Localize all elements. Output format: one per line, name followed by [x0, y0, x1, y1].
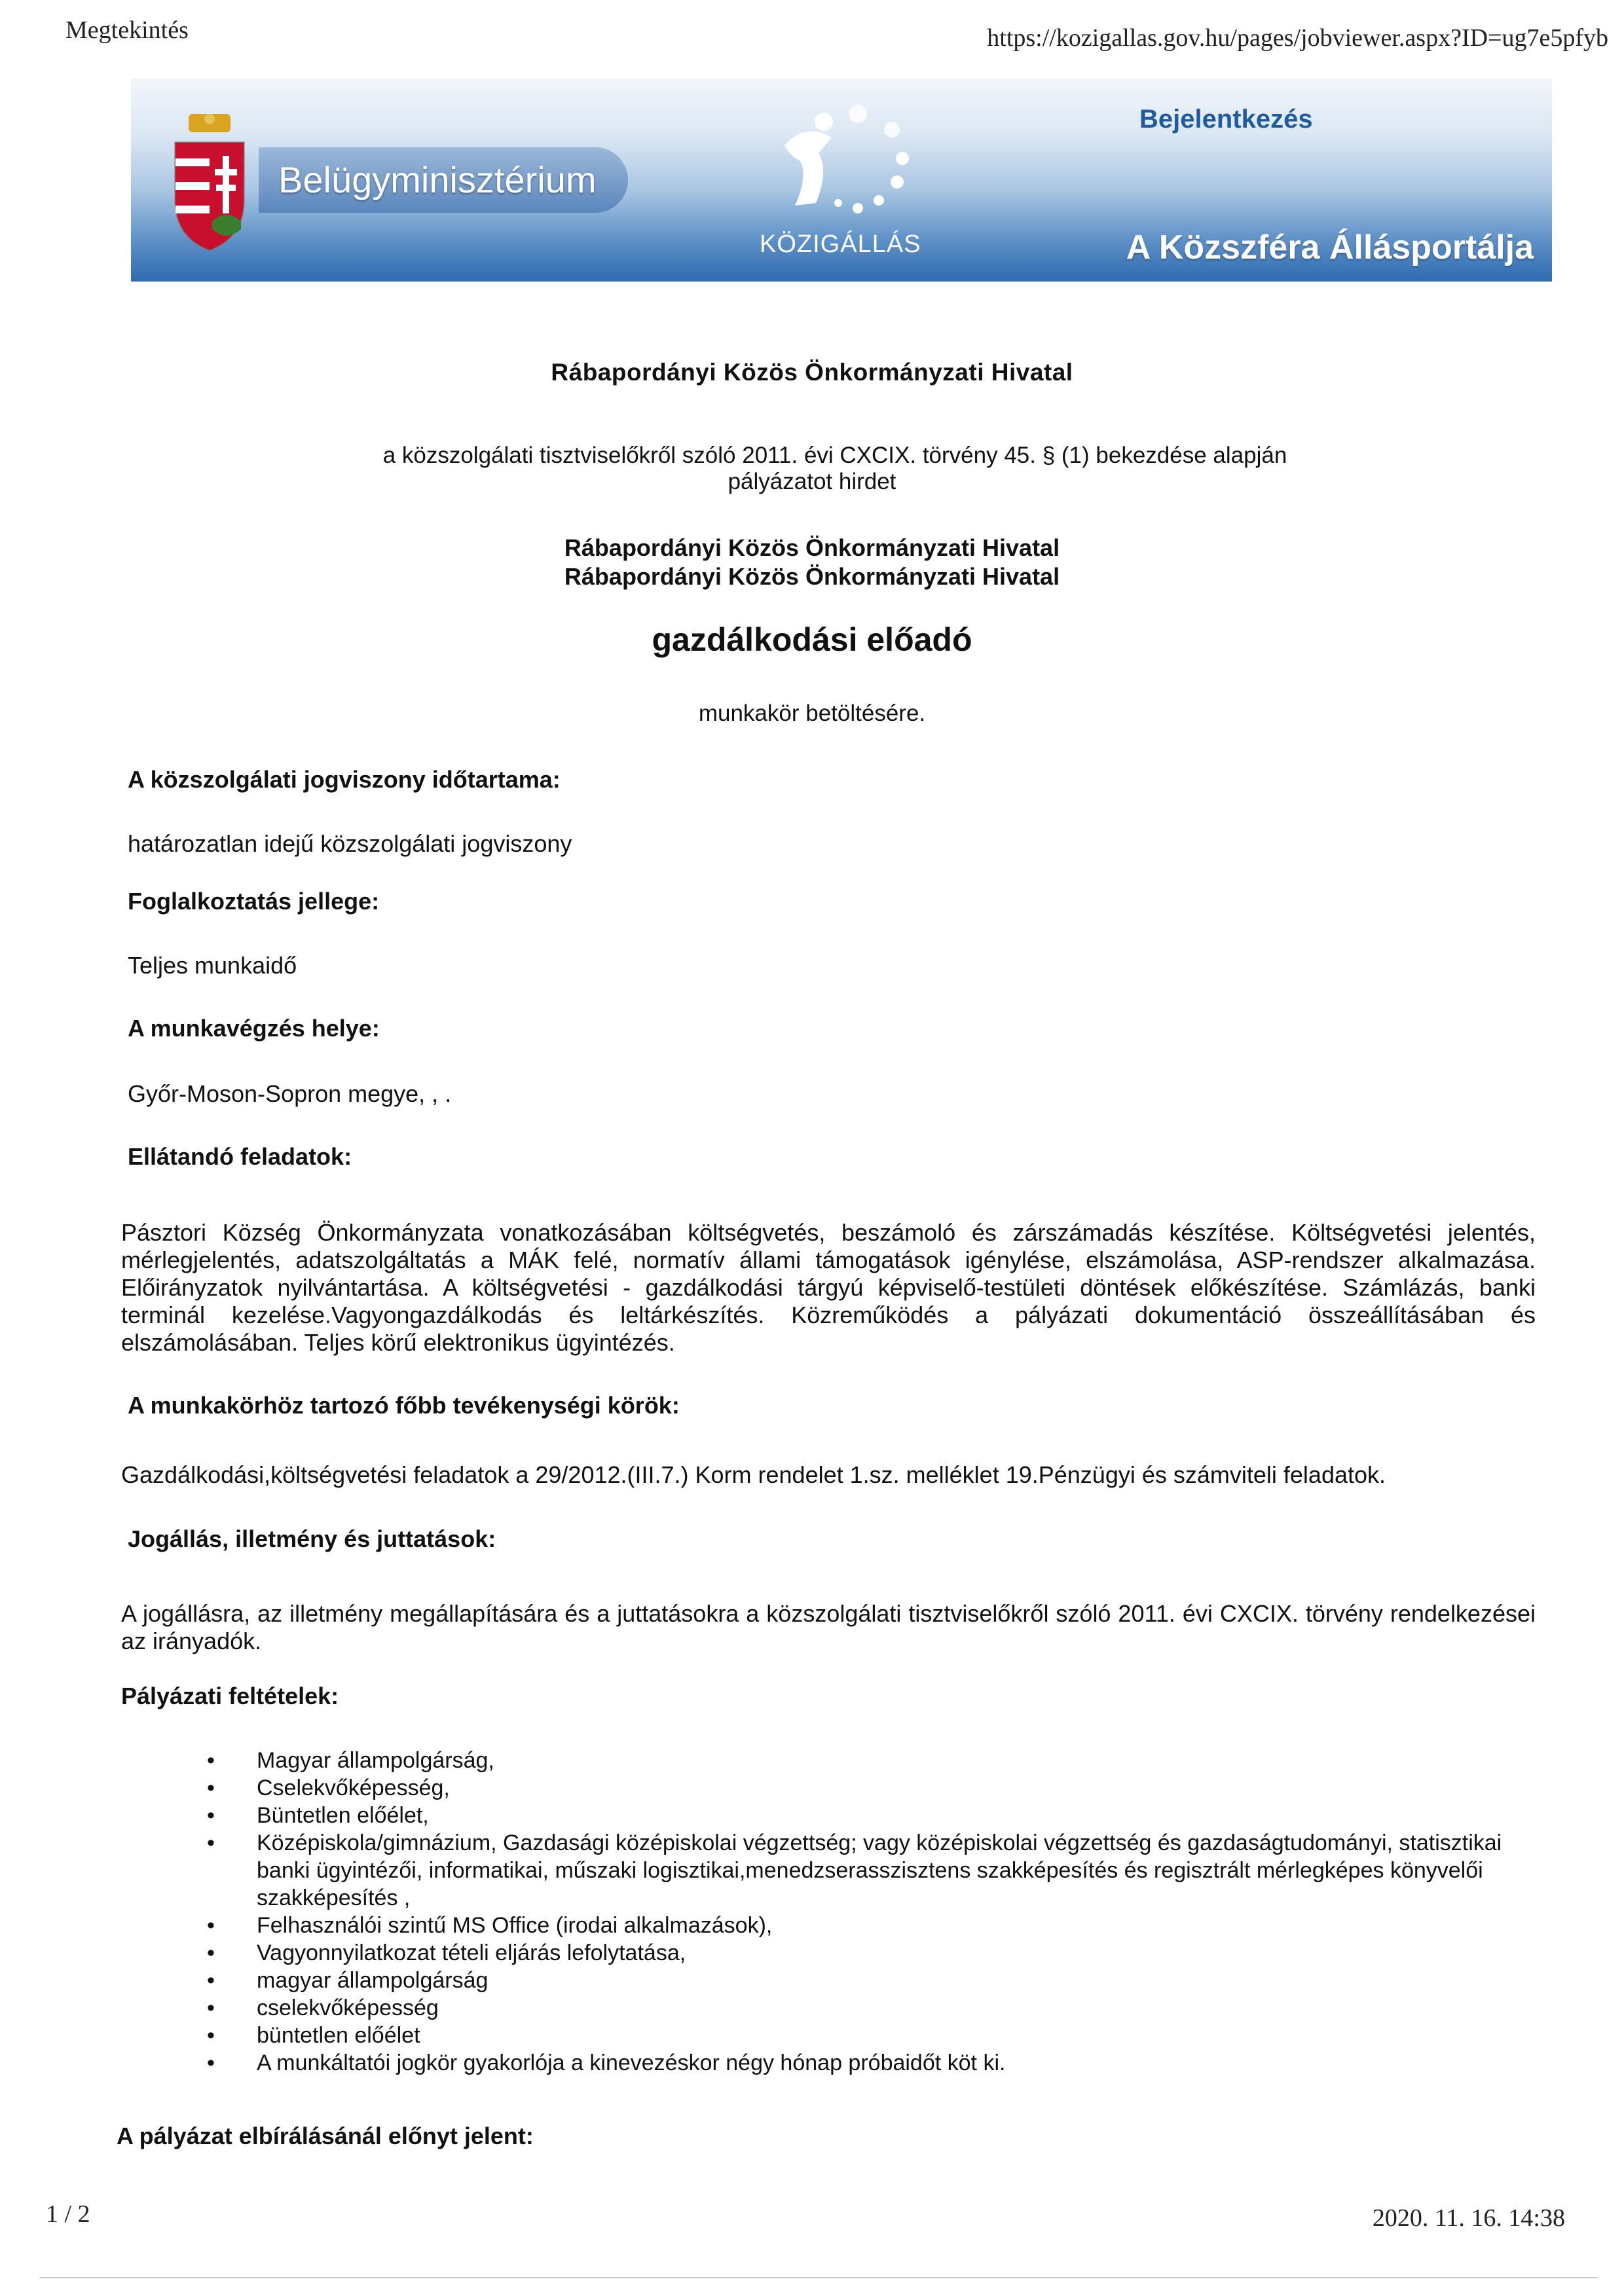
bottom-divider — [39, 2277, 1598, 2278]
list-item: • büntetlen előélet — [207, 2023, 420, 2048]
login-link[interactable]: Bejelentkezés — [1139, 105, 1313, 134]
print-header-url[interactable]: https://kozigallas.gov.hu/pages/jobviewer.aspx?ID=ug7e5pfyb — [987, 24, 1608, 52]
employer-line2: Rábapordányi Közös Önkormányzati Hivatal — [564, 563, 1060, 590]
print-datetime: 2020. 11. 16. 14:38 — [1372, 2204, 1565, 2232]
list-item: • Vagyonnyilatkozat tételi eljárás lefolytatása, — [207, 1941, 686, 1965]
list-item: • Cselekvőképesség, — [207, 1776, 450, 1800]
status-heading: Jogállás, illetmény és juttatások: — [128, 1525, 496, 1552]
coat-of-arms-icon — [170, 111, 249, 255]
site-banner — [131, 79, 1552, 282]
legal-basis-line1: a közszolgálati tisztviselőkről szóló 2011. évi CXCIX. törvény 45. § (1) bekezdése alapján — [382, 443, 1287, 468]
portal-title: A Közszféra Állásportálja — [1126, 228, 1534, 266]
activities-text: Gazdálkodási,költségvetési feladatok a 29/2012.(III.7.) Korm rendelet 1.sz. melléklet 19.Pénzügyi és számviteli feladatok. — [121, 1461, 1386, 1488]
organization-name: Rábapordányi Közös Önkormányzati Hivatal — [551, 359, 1073, 386]
list-item: • Középiskola/gimnázium, Gazdasági középiskolai végzettség; vagy középiskolai végzettség és gazdaságtudományi, statisztikai banki ügyintézői, informatikai, műszaki logisztikai,menedzserasszisztens szakképesítés és regisztrált mérlegképes könyvelői szakképesítés , — [207, 1831, 1502, 1910]
conditions-heading: Pályázati feltételek: — [121, 1683, 339, 1709]
legal-basis-line2: pályázatot hirdet — [728, 469, 896, 494]
list-item: • Felhasználói szintű MS Office (irodai alkalmazások), — [207, 1913, 773, 1938]
page-number: 1 / 2 — [46, 2200, 90, 2228]
list-item: • magyar állampolgárság — [207, 1968, 489, 1993]
ministry-name: Belügyminisztérium — [259, 147, 628, 213]
activities-heading: A munkakörhöz tartozó főbb tevékenységi körök: — [128, 1392, 680, 1419]
kozigallas-logo-label: KÖZIGÁLLÁS — [760, 230, 921, 258]
list-item: • Büntetlen előélet, — [207, 1803, 429, 1828]
conditions-list — [203, 1747, 1513, 2077]
advantage-heading: A pályázat elbírálásánál előnyt jelent: — [117, 2123, 534, 2149]
duration-value: határozatlan idejű közszolgálati jogviszony — [128, 830, 572, 857]
employer-line1: Rábapordányi Közös Önkormányzati Hivatal — [564, 534, 1060, 561]
kozigallas-logo-icon — [766, 98, 936, 236]
tasks-heading: Ellátandó feladatok: — [128, 1143, 352, 1170]
employment-type-value: Teljes munkaidő — [128, 952, 297, 979]
position-title: gazdálkodási előadó — [652, 621, 972, 658]
workplace-heading: A munkavégzés helye: — [128, 1015, 380, 1042]
position-suffix: munkakör betöltésére. — [698, 701, 926, 726]
list-item: • A munkáltatói jogkör gyakorlója a kinevezéskor négy hónap próbaidőt köt ki. — [207, 2050, 1006, 2075]
print-header-title: Megtekintés — [65, 16, 189, 44]
list-item: • cselekvőképesség — [207, 1995, 439, 2020]
list-item: • Magyar állampolgárság, — [207, 1748, 494, 1773]
duration-heading: A közszolgálati jogviszony időtartama: — [128, 766, 561, 793]
employment-type-heading: Foglalkoztatás jellege: — [128, 888, 380, 915]
tasks-text: Pásztori Község Önkormányzata vonatkozásában költségvetés, beszámoló és zárszámadás készítése. Költségvetési jelentés, mérlegjelentés, adatszolgáltatás a MÁK felé, normatív állami támogatások igénylése, elszámolása, ASP-rendszer alkalmazása. Előirányzatok nyilvántartása. A költségvetési - gazdálkodási tárgyú képviselő-testületi döntések előkészítése. Számlázás, banki terminál kezelése.Vagyongazdálkodás és leltárkészítés. Közreműködés a pályázati dokumentáció összeállításában és elszámolásában. Teljes körű elektronikus ügyintézés. — [121, 1219, 1536, 1356]
status-text: A jogállásra, az illetmény megállapítására és a juttatásokra a közszolgálati tisztviselőkről szóló 2011. évi CXCIX. törvény rendelkezései az irányadók. — [121, 1600, 1536, 1654]
workplace-value: Győr-Moson-Sopron megye, , . — [128, 1080, 452, 1107]
